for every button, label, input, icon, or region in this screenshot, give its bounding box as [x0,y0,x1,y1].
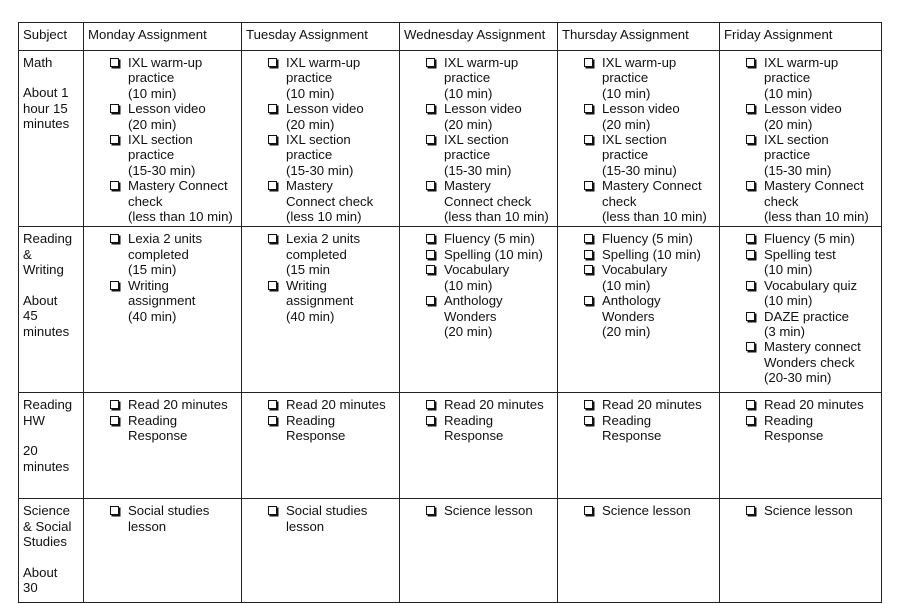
checklist [404,503,554,518]
assignment-cell-thursday [558,227,720,393]
checklist [724,55,878,224]
checklist-item [264,231,396,277]
assignment-cell-wednesday [400,499,558,603]
checkbox-icon [268,181,277,190]
checkbox-icon [426,104,435,113]
checklist-item [422,231,554,246]
checklist [404,397,554,443]
checklist [88,231,238,323]
checklist [404,55,554,224]
assignment-cell-monday [84,227,242,393]
checkbox-icon [746,181,755,190]
checklist-item-text: Vocabulary (10 min) [444,262,510,293]
checklist-item-text: IXL section practice (15-30 min) [444,132,512,178]
checkbox-icon [110,135,119,144]
checklist-item [742,503,878,518]
checklist-item [264,503,396,534]
checkbox-icon [584,400,593,409]
checklist-item-text: Mastery Connect check (less than 10 min) [602,178,707,225]
checklist-item-text: Reading Response [602,412,662,444]
checklist-item [742,178,878,224]
assignment-cell-thursday [558,51,720,227]
checklist-item [264,278,396,324]
checklist-item-text: Read 20 minutes [128,397,228,413]
checklist-item-text: Mastery connect Wonders check (20-30 min) [764,339,861,386]
checklist-item [742,339,878,385]
checklist-item [580,247,716,262]
checklist [724,397,878,443]
checklist [246,231,396,323]
checklist-item-text: Fluency (5 min) [602,231,693,247]
checklist-item-text: Reading Response [444,412,504,444]
checkbox-icon [584,58,593,67]
checklist-item-text: Lesson video (20 min) [444,101,522,132]
checkbox-icon [426,506,435,515]
checklist-item [580,293,716,339]
checklist-item-text: Read 20 minutes [444,397,544,413]
checkbox-icon [268,135,277,144]
header-friday: Friday Assignment [720,23,882,51]
checklist-item [422,132,554,178]
checkbox-icon [746,250,755,259]
checklist-item [742,55,878,101]
assignment-cell-wednesday [400,393,558,499]
checkbox-icon [426,181,435,190]
checklist-item-text: Reading Response [128,412,188,444]
header-row [19,23,882,51]
assignment-cell-tuesday [242,393,400,499]
checkbox-icon [746,312,755,321]
assignment-cell-friday [720,499,882,603]
assignment-cell-tuesday [242,227,400,393]
checklist [562,231,716,339]
checklist [724,231,878,385]
checkbox-icon [110,506,119,515]
table-row [19,393,882,499]
checklist-item-text: Anthology Wonders (20 min) [602,293,661,339]
assignment-cell-monday [84,51,242,227]
checklist [88,503,238,534]
table-row [19,499,882,603]
checklist-item-text: Lesson video (20 min) [602,101,680,132]
checklist [88,55,238,224]
subject-name: Reading & Writing [23,231,73,278]
checklist-item [264,132,396,178]
checkbox-icon [110,281,119,290]
subject-duration: About 1 hour 15 minutes [23,85,70,132]
checklist-item [580,413,716,444]
checklist-item-text: IXL section practice (15-30 min) [128,132,196,178]
checkbox-icon [746,281,755,290]
checkbox-icon [746,58,755,67]
checklist-item-text: Spelling (10 min) [602,246,701,262]
checkbox-icon [746,416,755,425]
checkbox-icon [584,234,593,243]
checkbox-icon [268,400,277,409]
assignment-cell-thursday [558,393,720,499]
checklist-item [264,178,396,224]
checklist-item-text: Science lesson [764,503,853,519]
checklist-item-text: Read 20 minutes [764,397,864,413]
checklist-item [580,178,716,224]
checkbox-icon [268,104,277,113]
checklist-item-text: IXL warm-up practice (10 min) [286,55,361,101]
checklist-item-text: Vocabulary quiz (10 min) [764,277,858,309]
checklist-item [422,262,554,293]
checkbox-icon [268,281,277,290]
checklist-item-text: Read 20 minutes [602,397,702,413]
weekly-schedule-table [18,22,882,603]
checkbox-icon [584,506,593,515]
checkbox-icon [584,416,593,425]
subject-cell [19,499,84,603]
checklist-item [264,413,396,444]
checklist-item-text: Vocabulary (10 min) [602,262,668,293]
checklist-item [580,101,716,132]
checkbox-icon [268,416,277,425]
checklist-item [422,413,554,444]
checklist-item-text: Fluency (5 min) [764,231,855,247]
checklist-item [580,503,716,518]
checklist-item [742,101,878,132]
checklist-item [580,262,716,293]
checklist-item [580,397,716,412]
header-thursday: Thursday Assignment [558,23,720,51]
checklist-item [742,278,878,309]
checklist-item [264,101,396,132]
checkbox-icon [426,250,435,259]
assignment-cell-thursday [558,499,720,603]
checklist-item-text: IXL warm-up practice (10 min) [764,55,839,101]
checklist-item-text: Science lesson [602,503,691,519]
checkbox-icon [426,58,435,67]
checklist-item [742,231,878,246]
checklist-item-text: Lesson video (20 min) [764,101,842,132]
checklist-item-text: DAZE practice (3 min) [764,308,850,339]
checkbox-icon [110,104,119,113]
assignment-cell-friday [720,227,882,393]
checklist-item-text: Fluency (5 min) [444,231,535,247]
checkbox-icon [426,400,435,409]
checklist-item-text: IXL warm-up practice (10 min) [602,55,677,101]
checkbox-icon [110,58,119,67]
checklist-item [742,397,878,412]
subject-name: Math [23,55,53,70]
checklist-item [742,413,878,444]
checklist-item [422,293,554,339]
checklist-item-text: Reading Response [286,412,346,444]
checklist-item-text: Read 20 minutes [286,397,386,413]
checklist-item-text: Lexia 2 units completed (15 min [286,231,361,278]
checklist [562,503,716,518]
page-top-margin [0,0,900,22]
checkbox-icon [746,506,755,515]
checkbox-icon [426,416,435,425]
subject-cell [19,393,84,499]
checklist [404,231,554,339]
checklist [724,503,878,518]
checklist-item [106,278,238,324]
checkbox-icon [268,506,277,515]
checklist-item-text: Social studies lesson [286,503,368,534]
checklist-item [106,132,238,178]
assignment-cell-tuesday [242,499,400,603]
checkbox-icon [426,265,435,274]
checklist-item-text: Social studies lesson [128,503,210,534]
checklist-item [422,101,554,132]
checkbox-icon [110,234,119,243]
checklist-item [106,178,238,224]
checklist-item-text: IXL section practice (15-30 min) [286,132,354,178]
checkbox-icon [746,342,755,351]
subject-duration: About 45 minutes [23,292,70,339]
checkbox-icon [584,135,593,144]
checklist-item-text: Reading Response [764,412,824,444]
checklist-item [422,503,554,518]
checklist [246,397,396,443]
checklist-item [106,231,238,277]
assignment-cell-tuesday [242,51,400,227]
subject-duration: About 30 [23,564,58,596]
checkbox-icon [746,400,755,409]
checklist-item-text: Mastery Connect check (less 10 min) [286,178,374,225]
checklist-item-text: Writing assignment (40 min) [286,277,354,324]
checkbox-icon [268,234,277,243]
assignment-cell-monday [84,393,242,499]
header-subject: Subject [19,23,84,51]
checkbox-icon [110,416,119,425]
checklist-item-text: Lesson video (20 min) [128,101,206,132]
checklist [88,397,238,443]
checkbox-icon [584,181,593,190]
checklist-item [422,178,554,224]
assignment-cell-friday [720,51,882,227]
checklist-item-text: Writing assignment (40 min) [128,277,196,324]
assignment-cell-wednesday [400,51,558,227]
checkbox-icon [584,296,593,305]
checklist-item [742,309,878,340]
checklist-item [106,55,238,101]
checklist-item-text: Spelling test (10 min) [764,246,836,278]
subject-name: Reading HW [23,397,73,428]
subject-duration: 20 minutes [23,443,70,474]
checklist-item-text: Mastery Connect check (less than 10 min) [764,178,869,225]
subject-name: Science & Social Studies [23,503,72,550]
checkbox-icon [584,265,593,274]
checklist-item-text: IXL warm-up practice (10 min) [444,55,519,101]
checklist-item-text: Lexia 2 units completed (15 min) [128,231,203,278]
checklist-item [106,397,238,412]
checklist-item-text: IXL warm-up practice (10 min) [128,55,203,101]
checklist-item-text: Science lesson [444,503,533,519]
header-monday: Monday Assignment [84,23,242,51]
checklist-item-text: Mastery Connect check (less than 10 min) [444,178,549,225]
checklist-item [106,503,238,534]
table-row [19,51,882,227]
subject-cell [19,51,84,227]
checklist-item [106,413,238,444]
checklist-item-text: IXL section practice (15-30 min) [764,132,832,178]
checkbox-icon [110,400,119,409]
checklist-item [106,101,238,132]
header-tuesday: Tuesday Assignment [242,23,400,51]
table-row [19,227,882,393]
checkbox-icon [268,58,277,67]
checklist-item [742,247,878,278]
checklist-item [422,397,554,412]
checklist-item-text: Lesson video (20 min) [286,101,364,132]
checkbox-icon [426,135,435,144]
checklist [562,55,716,224]
checklist-item-text: Spelling (10 min) [444,246,543,262]
assignment-cell-monday [84,499,242,603]
checkbox-icon [584,104,593,113]
assignment-cell-friday [720,393,882,499]
checklist-item-text: IXL section practice (15-30 minu) [602,132,677,178]
checklist-item-text: Mastery Connect check (less than 10 min) [128,178,233,225]
checkbox-icon [746,135,755,144]
checklist-item [264,55,396,101]
checkbox-icon [110,181,119,190]
header-wednesday: Wednesday Assignment [400,23,558,51]
checklist-item [422,247,554,262]
checklist [246,503,396,534]
checkbox-icon [584,250,593,259]
checklist-item [742,132,878,178]
checkbox-icon [746,234,755,243]
checklist [562,397,716,443]
checklist-item [580,55,716,101]
checklist-item [580,231,716,246]
checklist [246,55,396,224]
subject-cell [19,227,84,393]
checkbox-icon [426,296,435,305]
checkbox-icon [426,234,435,243]
checklist-item [264,397,396,412]
checklist-item [422,55,554,101]
checklist-item-text: Anthology Wonders (20 min) [444,293,503,339]
assignment-cell-wednesday [400,227,558,393]
checkbox-icon [746,104,755,113]
checklist-item [580,132,716,178]
